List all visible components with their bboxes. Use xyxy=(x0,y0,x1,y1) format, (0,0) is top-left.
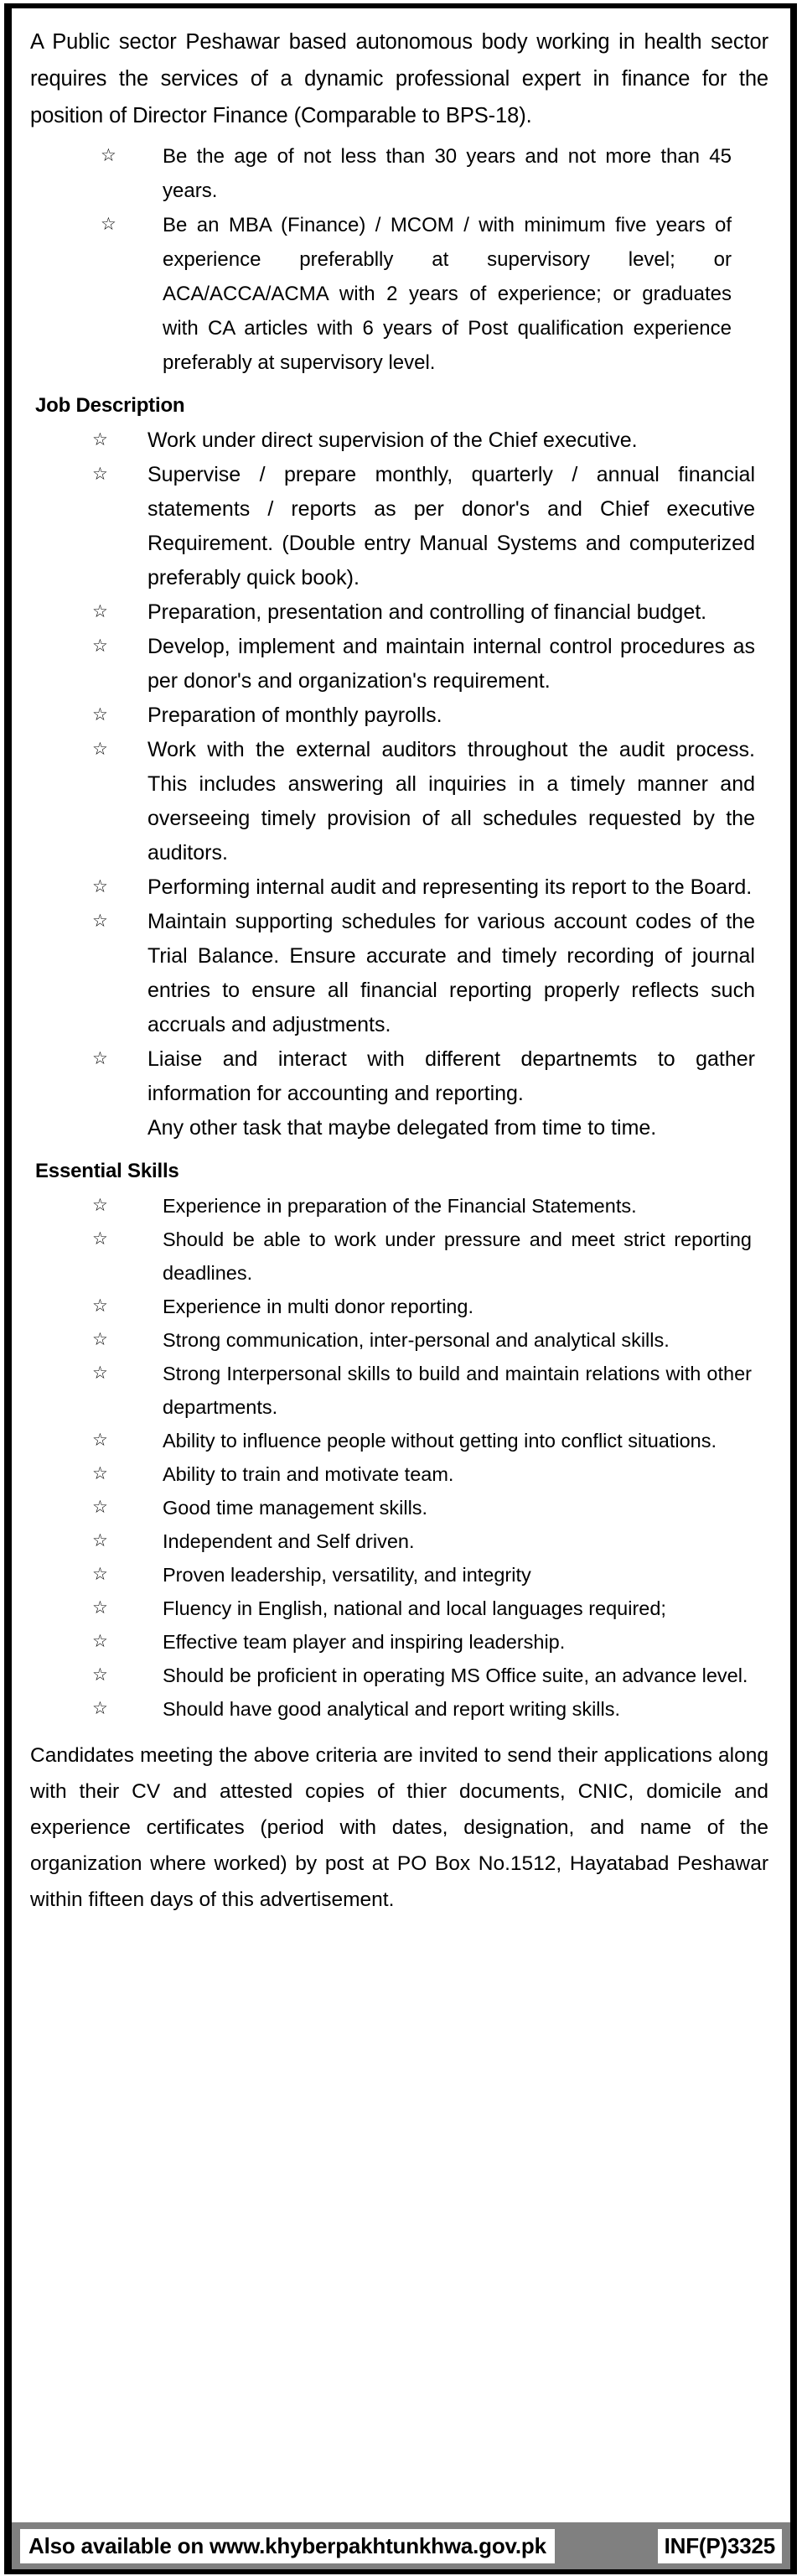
star-bullet-icon: ☆ xyxy=(92,740,108,759)
list-item-label: Work with the external auditors throughout the audit process. This includes answering all inquiries in a timely manner and overseeing timely provision of all schedules requested by the auditors. xyxy=(147,738,755,865)
list-item-label: Should have good analytical and report writing skills. xyxy=(163,1698,621,1720)
list-item-label: Should be proficient in operating MS Office suite, an advance level. xyxy=(163,1665,748,1686)
list-item xyxy=(30,595,770,630)
list-item xyxy=(30,1357,770,1424)
list-item xyxy=(30,1491,770,1524)
list-item-label: Independent and Self driven. xyxy=(163,1530,415,1552)
job-description-list xyxy=(30,423,770,1145)
trailing-note-label: Any other task that maybe delegated from time to time. xyxy=(147,1116,657,1140)
star-bullet-icon: ☆ xyxy=(101,146,116,165)
list-item-label: Should be able to work under pressure and meet strict reporting deadlines. xyxy=(163,1228,752,1284)
star-bullet-icon: ☆ xyxy=(92,911,108,931)
list-item xyxy=(30,1592,770,1625)
star-bullet-icon: ☆ xyxy=(92,430,108,449)
list-item-label: Strong communication, inter-personal and analytical skills. xyxy=(163,1329,670,1351)
list-item-label: Good time management skills. xyxy=(163,1497,428,1519)
star-bullet-icon: ☆ xyxy=(92,1431,108,1450)
star-bullet-icon: ☆ xyxy=(92,636,108,656)
star-bullet-icon: ☆ xyxy=(92,1363,108,1383)
list-item-label: Experience in multi donor reporting. xyxy=(163,1296,473,1317)
reference-code-badge: INF(P)3325 xyxy=(658,2529,782,2563)
list-item-label: Performing internal audit and representing its report to the Board. xyxy=(147,875,753,899)
list-item xyxy=(30,870,770,905)
star-bullet-icon: ☆ xyxy=(92,1464,108,1483)
list-item xyxy=(30,1625,770,1659)
list-item xyxy=(30,458,770,595)
essential-skills-list xyxy=(30,1189,770,1726)
list-item xyxy=(30,905,770,1042)
list-item-label: Experience in preparation of the Financial Statements. xyxy=(163,1195,637,1217)
list-item xyxy=(30,1323,770,1357)
list-item xyxy=(30,1457,770,1491)
list-item xyxy=(30,208,770,380)
list-item xyxy=(30,1692,770,1726)
list-item-label: Liaise and interact with different departnemts to gather information for accounting and reporting. xyxy=(147,1047,755,1105)
list-item xyxy=(30,1524,770,1558)
list-item xyxy=(30,1424,770,1457)
list-item xyxy=(30,1189,770,1223)
star-bullet-icon: ☆ xyxy=(92,1665,108,1685)
list-item-label: Fluency in English, national and local languages required; xyxy=(163,1597,666,1619)
list-item-label: Preparation of monthly payrolls. xyxy=(147,704,442,727)
star-bullet-icon: ☆ xyxy=(92,705,108,724)
job-description-heading: Job Description xyxy=(35,394,185,417)
star-bullet-icon: ☆ xyxy=(92,1632,108,1651)
list-item xyxy=(30,1290,770,1323)
list-item xyxy=(30,1558,770,1592)
star-bullet-icon: ☆ xyxy=(92,1565,108,1584)
list-item-label: Preparation, presentation and controlling of financial budget. xyxy=(147,600,707,624)
star-bullet-icon: ☆ xyxy=(92,1330,108,1349)
closing-paragraph: Candidates meeting the above criteria are invited to send their applications along with their CV and attested copies of thier documents, CNIC, domicile and experience certificates (period with dates, designation, and name of the organization where worked) by post at PO Box No.1512, Hayatabad Peshawar within fifteen days of this advertisement. xyxy=(30,1744,768,1911)
list-item-label: Effective team player and inspiring leadership. xyxy=(163,1631,566,1653)
list-item xyxy=(30,1659,770,1692)
advertisement-content xyxy=(12,8,790,2522)
website-availability-note: Also available on www.khyberpakhtunkhwa.gov.pk xyxy=(20,2529,555,2563)
list-item xyxy=(30,1042,770,1111)
star-bullet-icon: ☆ xyxy=(92,1296,108,1316)
advertisement-border xyxy=(4,3,797,2574)
list-item-label: Develop, implement and maintain internal control procedures as per donor's and organization's requirement. xyxy=(147,635,755,693)
eligibility-requirements-list xyxy=(30,139,770,380)
star-bullet-icon: ☆ xyxy=(92,1598,108,1618)
list-item-label: Be the age of not less than 30 years and not more than 45 years. xyxy=(163,145,732,202)
list-item-label: Ability to influence people without getting into conflict situations. xyxy=(163,1430,717,1452)
essential-skills-heading: Essential Skills xyxy=(35,1160,179,1182)
list-item-label: Proven leadership, versatility, and integrity xyxy=(163,1564,531,1586)
star-bullet-icon: ☆ xyxy=(92,877,108,896)
star-bullet-icon: ☆ xyxy=(92,1498,108,1517)
star-bullet-icon: ☆ xyxy=(92,602,108,621)
list-item xyxy=(30,733,770,870)
footer-bar xyxy=(12,2522,790,2569)
star-bullet-icon: ☆ xyxy=(101,215,116,234)
intro-paragraph: A Public sector Peshawar based autonomous body working in health sector requires the services of a dynamic professional expert in finance for the position of Director Finance (Comparable to BPS-18). xyxy=(30,30,768,127)
list-item xyxy=(30,630,770,699)
star-bullet-icon: ☆ xyxy=(92,465,108,484)
list-item-label: Supervise / prepare monthly, quarterly / annual financial statements / reports as per donor's and Chief executive Requirement. (Double entry Manual Systems and computerized preferably quick book). xyxy=(147,463,755,589)
list-item-label: Work under direct supervision of the Chief executive. xyxy=(147,428,638,452)
star-bullet-icon: ☆ xyxy=(92,1196,108,1215)
list-item xyxy=(30,139,770,208)
list-item xyxy=(30,699,770,733)
job-description-trailing-note xyxy=(30,1111,770,1145)
star-bullet-icon: ☆ xyxy=(92,1531,108,1550)
star-bullet-icon: ☆ xyxy=(92,1229,108,1249)
star-bullet-icon: ☆ xyxy=(92,1699,108,1718)
list-item-label: Maintain supporting schedules for various account codes of the Trial Balance. Ensure accurate and timely recording of journal entries to ensure all financial reporting properly reflects such accruals and adjustments. xyxy=(147,910,755,1036)
list-item-label: Ability to train and motivate team. xyxy=(163,1463,454,1485)
list-item xyxy=(30,1223,770,1290)
list-item xyxy=(30,423,770,458)
list-item-label: Be an MBA (Finance) / MCOM / with minimum five years of experience preferablly at supervisory level; or ACA/ACCA/ACMA with 2 years of experience; or graduates with CA articles with 6 years of Post qualification experience preferably at supervisory level. xyxy=(163,214,732,374)
star-bullet-icon: ☆ xyxy=(92,1049,108,1068)
list-item-label: Strong Interpersonal skills to build and maintain relations with other departments. xyxy=(163,1363,752,1418)
